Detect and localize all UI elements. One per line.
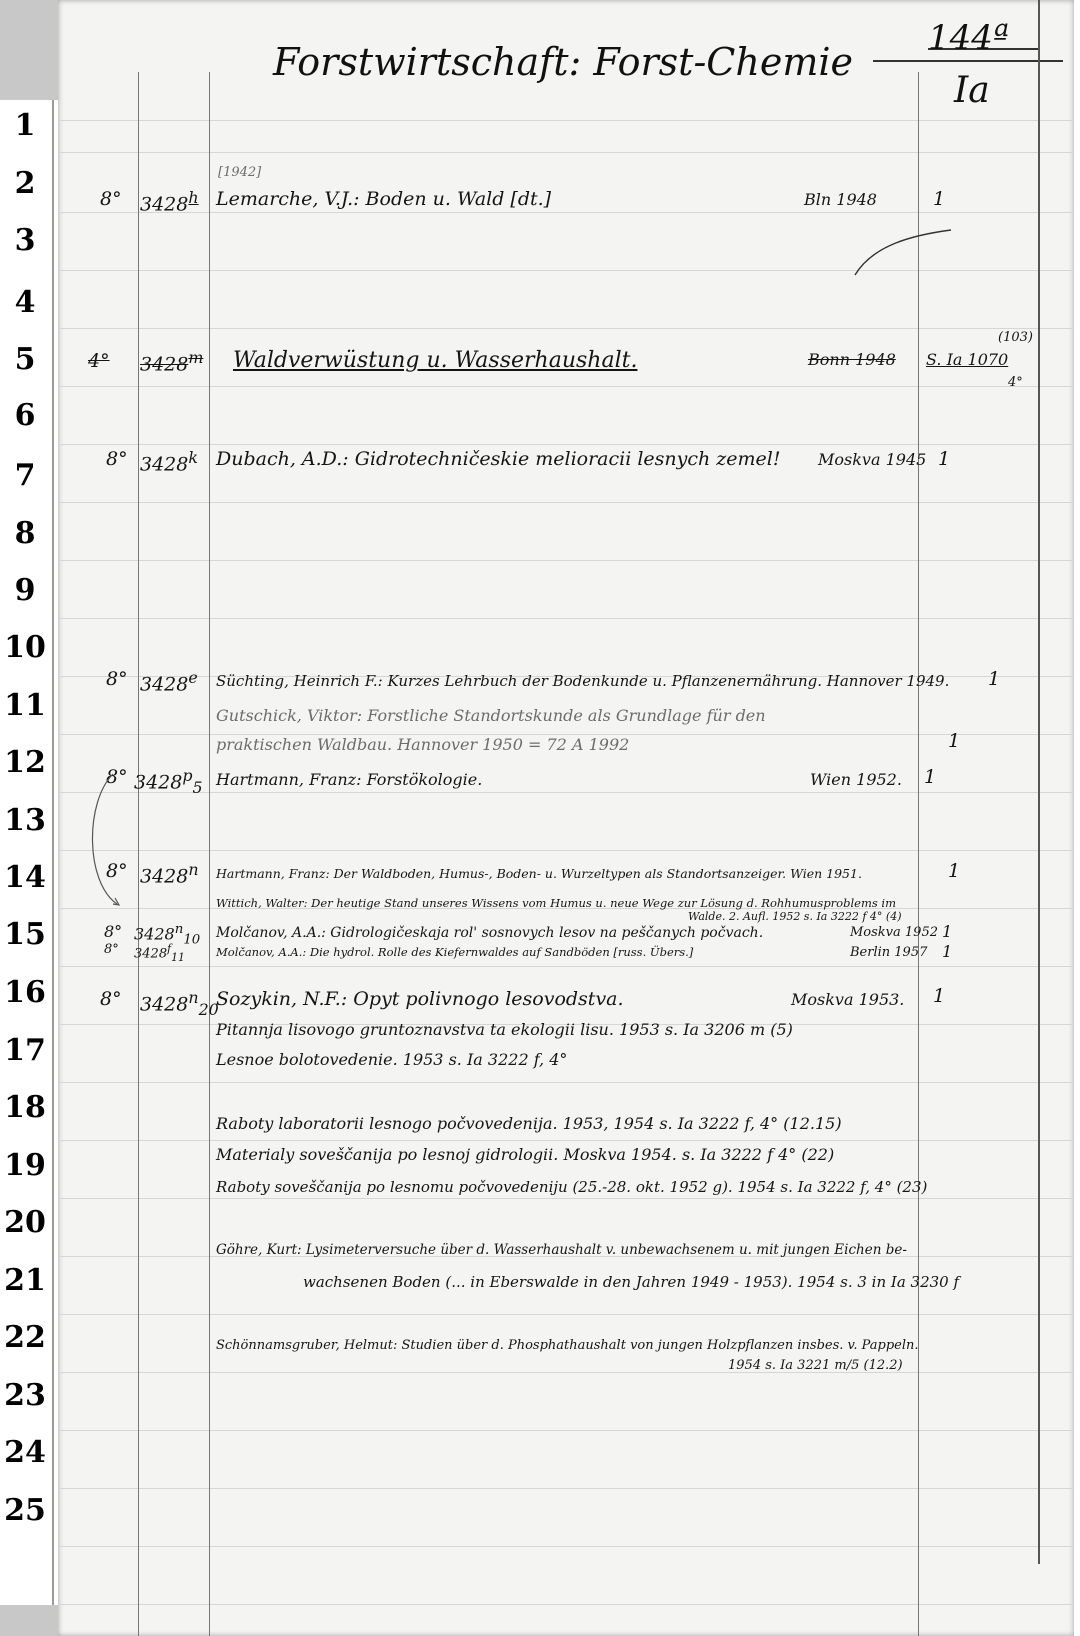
entry-shelfmark: $3428^p_5$ (134, 766, 203, 798)
entry-shelfmark: $3428^n_{10}$ (134, 922, 201, 948)
entry-place: Wien 1952. (810, 770, 902, 789)
column-line (918, 72, 919, 1636)
ruled-line (58, 1372, 1074, 1373)
entry-note: [1942] (218, 165, 262, 180)
entry-text-line2: wachsenen Boden (... in Eberswalde in den Jahren 1949 - 1953). 1954 s. 3 in Ia 3230 f (303, 1273, 960, 1291)
ruled-line (58, 1430, 1074, 1431)
entry-text: Lesnoe bolotovedenie. 1953 s. Ia 3222 f, 4° (216, 1050, 568, 1069)
entry-text: Hartmann, Franz: Forstökologie. (216, 770, 483, 789)
entry-format: 8° (100, 988, 122, 1010)
entry-format: 8° (106, 448, 128, 470)
ruled-line (58, 386, 1074, 387)
ruler-number: 9 (14, 573, 36, 608)
entry-note: 4° (1008, 375, 1023, 390)
ruled-line (58, 120, 1074, 121)
ruler-number: 20 (4, 1205, 46, 1240)
ruled-line (58, 1198, 1074, 1199)
ruler-number: 15 (4, 917, 46, 952)
entry-volumes: 1 (942, 942, 953, 961)
entry-text: Molčanov, A.A.: Die hydrol. Rolle des Kiefernwaldes auf Sandböden [russ. Übers.] (216, 945, 694, 959)
entry-text-line2: 1954 s. Ia 3221 m/5 (12.2) (728, 1358, 903, 1373)
entry-place: Berlin 1957 (850, 945, 928, 960)
entry-place: Bln 1948 (804, 190, 877, 209)
entry-place: Moskva 1945 (818, 450, 927, 469)
entry-shelfmark: 3428$^h$ (140, 188, 199, 216)
ruler-number: 8 (14, 516, 36, 551)
entry-text: Molčanov, A.A.: Gidrologičeskaja rol' sosnovych lesov na peščanych počvach. (216, 925, 764, 941)
sheet-number: 144ª (928, 18, 1010, 58)
column-line (209, 72, 210, 1636)
entry-text-line1: Gutschick, Viktor: Forstliche Standortskunde als Grundlage für den (216, 706, 766, 725)
entry-volumes: 1 (933, 188, 946, 210)
entry-format: 8° (106, 766, 128, 788)
entry-shelfmark: 3428$^k$ (140, 448, 198, 476)
entry-text: Süchting, Heinrich F.: Kurzes Lehrbuch der Bodenkunde u. Pflanzenernährung. Hannover 1949. (216, 672, 950, 690)
ruled-line (58, 618, 1074, 619)
ruled-line (58, 560, 1074, 561)
ruled-line (58, 1140, 1074, 1141)
section-label: Ia (954, 70, 990, 111)
ruler-number: 3 (14, 223, 36, 258)
page-title: Forstwirtschaft: Forst-Chemie (273, 40, 854, 84)
ruled-line (58, 1604, 1074, 1605)
ruler-number: 10 (4, 630, 46, 665)
entry-shelfmark: 3428$^n$ (140, 860, 199, 888)
entry-volumes: S. Ia 1070 (926, 350, 1009, 369)
ruled-line (58, 1546, 1074, 1547)
entry-note: (103) (998, 330, 1033, 345)
entry-text-line2: praktischen Waldbau. Hannover 1950 = 72 A 1992 (216, 735, 630, 754)
ledger-page (58, 0, 1074, 1636)
ruler-number: 5 (14, 342, 36, 377)
entry-shelfmark: $3428^f_{11}$ (134, 942, 185, 964)
ruler-number: 23 (4, 1378, 46, 1413)
ruler-number: 25 (4, 1493, 46, 1528)
entry-volumes: 1 (948, 860, 961, 882)
ruler-number: 4 (14, 285, 36, 320)
entry-text-line1: Schönnamsgruber, Helmut: Studien über d. Phosphathaushalt von jungen Holzpflanzen insbes. v. Pappeln. (216, 1338, 919, 1353)
entry-format: 4° (88, 350, 110, 372)
ruler-number: 22 (4, 1320, 46, 1355)
entry-shelfmark: $3428^n_{20}$ (140, 988, 219, 1020)
entry-text: Sozykin, N.F.: Opyt polivnogo lesovodstva. (216, 988, 624, 1010)
entry-shelfmark: 3428$^m$ (140, 348, 204, 376)
entry-volumes: 1 (938, 448, 951, 470)
entry-text-line2: Walde. 2. Aufl. 1952 s. Ia 3222 f 4° (4) (688, 910, 902, 923)
entry-volumes: 1 (942, 922, 953, 941)
sheet-rule (873, 60, 1063, 62)
ruler-number: 6 (14, 398, 36, 433)
ruler-number: 14 (4, 860, 46, 895)
page-edge (1038, 0, 1040, 1564)
arrow-curve (83, 772, 123, 912)
entry-text: Lemarche, V.J.: Boden u. Wald [dt.] (216, 188, 552, 210)
entry-text-line1: Göhre, Kurt: Lysimeterversuche über d. Wasserhaushalt v. unbewachsenem u. mit jungen Eichen be- (216, 1242, 907, 1258)
ruler-number: 17 (4, 1033, 46, 1068)
ruled-line (58, 212, 1074, 213)
entry-text: Raboty soveščanija po lesnomu počvovedeniju (25.-28. okt. 1952 g). 1954 s. Ia 3222 f, 4° (23) (216, 1178, 928, 1196)
ruled-line (58, 966, 1074, 967)
entry-volumes: 1 (948, 730, 961, 752)
ruler-number: 16 (4, 975, 46, 1010)
entry-place: Bonn 1948 (808, 350, 896, 369)
entry-format: 8° (106, 668, 128, 690)
entry-volumes: 1 (933, 985, 946, 1007)
column-line (138, 72, 139, 1636)
ruled-line (58, 328, 1074, 329)
entry-volumes: 1 (924, 766, 937, 788)
left-margin-shade (0, 0, 58, 100)
entry-text-line1: Wittich, Walter: Der heutige Stand unseres Wissens vom Humus u. neue Wege zur Lösung d. Rohhumusproblems im (216, 896, 896, 910)
entry-text: Hartmann, Franz: Der Waldboden, Humus-, Boden- u. Wurzeltypen als Standortsanzeiger. Wien 1951. (216, 866, 862, 881)
entry-place: Moskva 1953. (791, 990, 905, 1009)
ruled-line (58, 502, 1074, 503)
ruler-number: 13 (4, 803, 46, 838)
ruled-line (58, 444, 1074, 445)
entry-format: 8° (100, 188, 122, 210)
ruled-line (58, 1314, 1074, 1315)
ruled-line (58, 792, 1074, 793)
ruled-line (58, 152, 1074, 153)
ruler-number: 1 (14, 108, 36, 143)
ruler-number: 2 (14, 166, 36, 201)
entry-text: Dubach, A.D.: Gidrotechničeskie melioracii lesnych zemel! (216, 448, 781, 470)
ruler-number: 24 (4, 1435, 46, 1470)
ruler-number: 7 (14, 458, 36, 493)
ruler-number: 12 (4, 745, 46, 780)
ruled-line (58, 1488, 1074, 1489)
ruled-line (58, 850, 1074, 851)
entry-format: 8° (106, 860, 128, 882)
entry-format: 8° (104, 942, 119, 957)
ruler-number: 19 (4, 1148, 46, 1183)
pen-stroke (853, 225, 953, 280)
entry-format: 8° (104, 922, 123, 941)
entry-text: Raboty laboratorii lesnogo počvovedenija. 1953, 1954 s. Ia 3222 f, 4° (12.15) (216, 1114, 842, 1133)
ruler-number: 21 (4, 1263, 46, 1298)
entry-shelfmark: 3428e (140, 668, 198, 696)
left-margin-shade-bottom (0, 1605, 58, 1636)
ruled-line (58, 1082, 1074, 1083)
line-number-ruler (0, 100, 54, 1605)
ruler-number: 18 (4, 1090, 46, 1125)
entry-text: Pitannja lisovogo gruntoznavstva ta ekologii lisu. 1953 s. Ia 3206 m (5) (216, 1020, 793, 1039)
entry-volumes: 1 (988, 668, 1001, 690)
entry-text: Materialy soveščanija po lesnoj gidrologii. Moskva 1954. s. Ia 3222 f 4° (22) (216, 1145, 835, 1164)
entry-text: Waldverwüstung u. Wasserhaushalt. (233, 348, 638, 373)
entry-place: Moskva 1952 (850, 925, 938, 940)
ruler-number: 11 (4, 688, 46, 723)
